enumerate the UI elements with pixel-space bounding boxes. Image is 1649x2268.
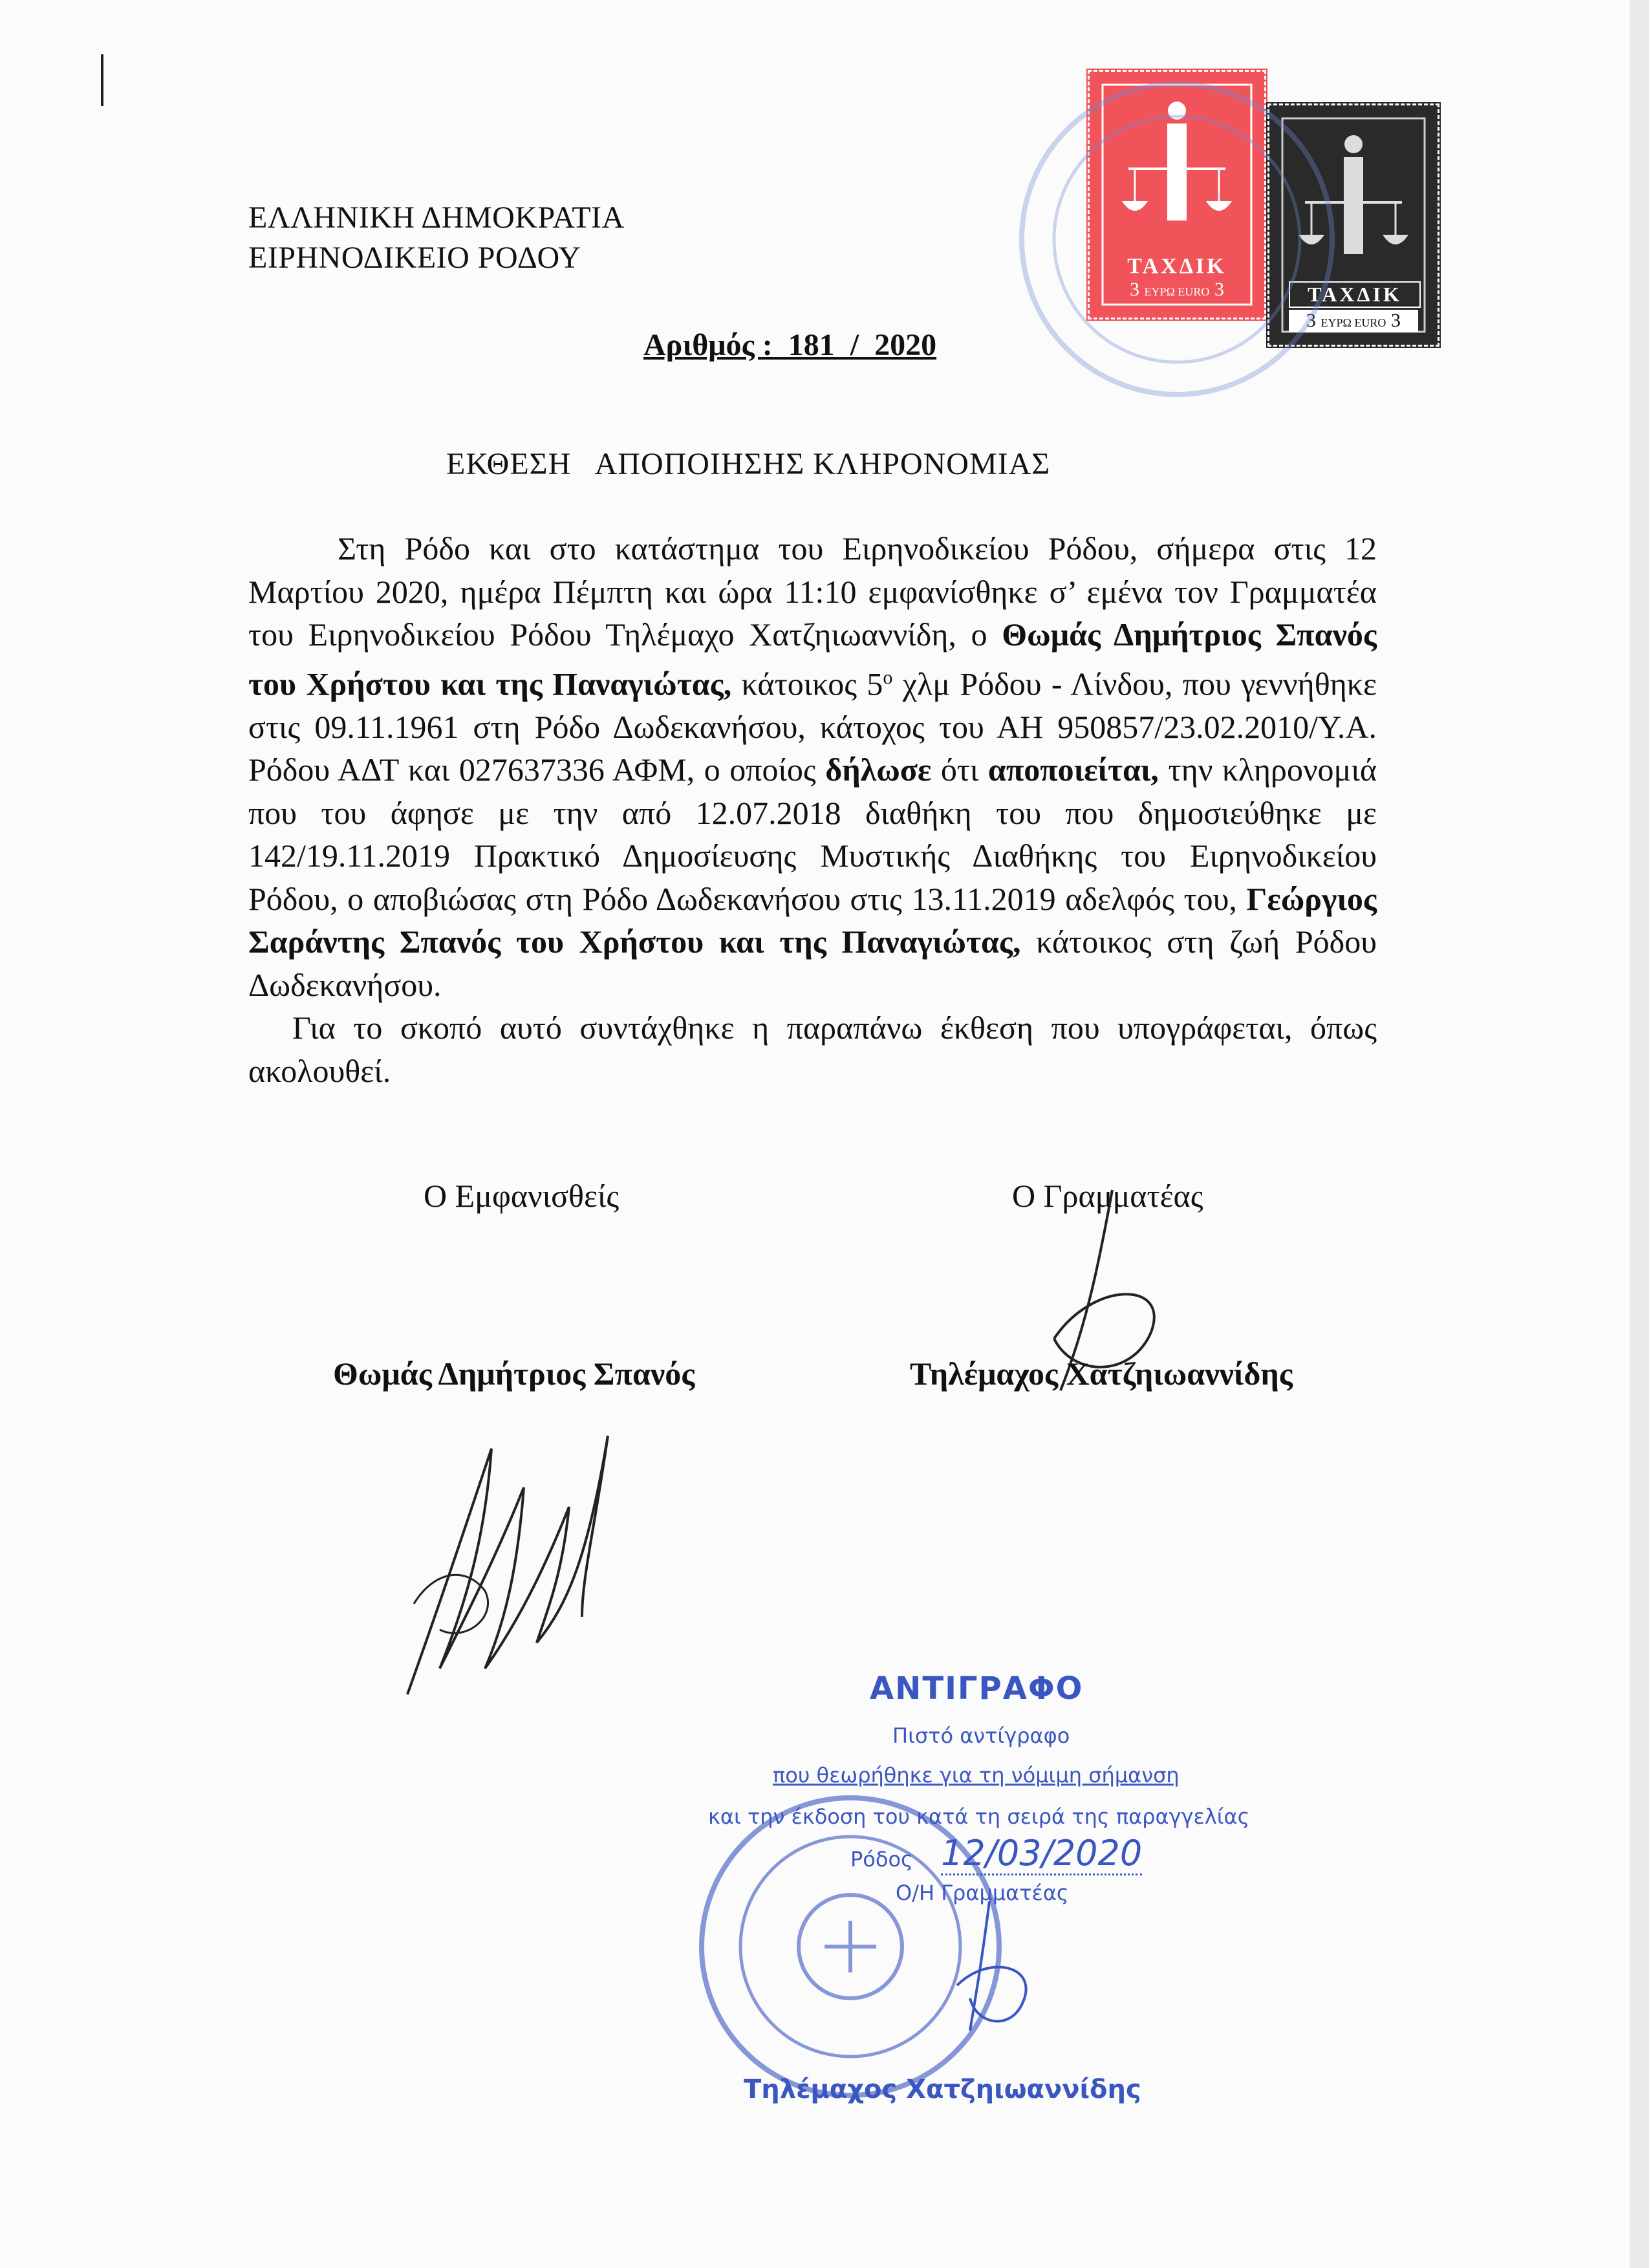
revenue-stamp-red-label: ΤΑΧΔΙΚ <box>1109 254 1245 279</box>
court-seal-top <box>1009 71 1345 407</box>
revenue-stamp-black-label: ΤΑΧΔΙΚ <box>1289 281 1421 308</box>
body-paragraph-1: Στη Ρόδο και στο κατάστημα του Ειρηνοδικείου Ρόδου, σήμερα στις 12 Μαρτίου 2020, ημέρα Πέμπτη και ώρα 11:10 εμφανίσθηκε σ’ εμένα τον Γραμματέα του Ειρηνοδικείου Ρόδου Τηλέμαχο Χατζηιωαννίδη, ο Θωμάς Δημήτριος Σπανός του Χρήστου και της Παναγιώτας, κάτοικος $5^o$ χλμ Ρόδου - Λίνδου, που γεννήθηκε στις 09.11.1961 στη Ρόδο Δωδεκανήσου, κάτοχος του ΑΗ 950857/23.02.2010/Υ.Α. Ρόδου ΑΔΤ και 027637336 ΑΦΜ, ο οποίος δήλωσε ότι αποποιείται, την κληρονομιά που του άφησε με την από 12.07.2018 διαθήκη του που δημοσιεύθηκε με 142/19.11.2019 Πρακτικό Δημοσίευσης Μυστικής Διαθήκης του Ειρηνοδικείου Ρόδου, ο αποβιώσας στη Ρόδο Δωδεκανήσου στις 13.11.2019 αδελφός του, Γεώργιος Σαράντης Σπανός του Χρήστου και της Παναγιώτας, κάτοικος στη ζωή Ρόδου Δωδεκανήσου. <box>248 530 1377 1003</box>
document-title: ΕΚΘΕΣΗ ΑΠΟΠΟΙΗΣΗΣ ΚΛΗΡΟΝΟΜΙΑΣ <box>446 447 1051 481</box>
secretary-label: Ο Γραμματέας <box>1012 1178 1203 1214</box>
copy-stamp-place: Ρόδος <box>850 1847 913 1872</box>
scan-edge-mark <box>101 54 103 106</box>
copy-stamp-line-3: και την έκδοση του κατά τη σειρά της παραγγελίας <box>708 1804 1250 1829</box>
scan-right-edge <box>1630 0 1649 2268</box>
copy-stamp-line-2: που θεωρήθηκε για τη νόμιμη σήμανση <box>773 1763 1180 1787</box>
certifier-signature <box>931 1895 1061 2037</box>
appearing-party-signature <box>388 1410 634 1707</box>
appearing-party-label: Ο Εμφανισθείς <box>424 1178 620 1214</box>
document-number: Αριθμός : 181 / 2020 <box>643 328 937 362</box>
copy-stamp-date: 12/03/2020 <box>941 1833 1142 1875</box>
header-line-2: ΕΙΡΗΝΟΔΙΚΕΙΟ ΡΟΔΟΥ <box>248 241 581 275</box>
revenue-stamp-red-value: 3 ΕΥΡΩ EURO 3 <box>1130 279 1224 300</box>
document-body <box>248 527 1377 1092</box>
revenue-stamp-black-value: 3 ΕΥΡΩ EURO 3 <box>1289 310 1418 332</box>
header-line-1: ΕΛΛΗΝΙΚΗ ΔΗΜΟΚΡΑΤΙΑ <box>248 200 625 235</box>
copy-stamp-name: Τηλέμαχος Χατζηιωαννίδης <box>744 2075 1141 2104</box>
secretary-name: Τηλέμαχος Χατζηιωαννίδης <box>910 1355 1293 1392</box>
copy-stamp-title: ΑΝΤΙΓΡΑΦΟ <box>870 1670 1084 1707</box>
body-paragraph-2: Για το σκοπό αυτό συντάχθηκε η παραπάνω έκθεση που υπογράφεται, όπως ακολουθεί. <box>248 1010 1377 1089</box>
appearing-party-name: Θωμάς Δημήτριος Σπανός <box>333 1355 695 1392</box>
copy-stamp-line-1: Πιστό αντίγραφο <box>892 1723 1070 1748</box>
copy-stamp-role: Ο/Η Γραμματέας <box>896 1881 1069 1905</box>
